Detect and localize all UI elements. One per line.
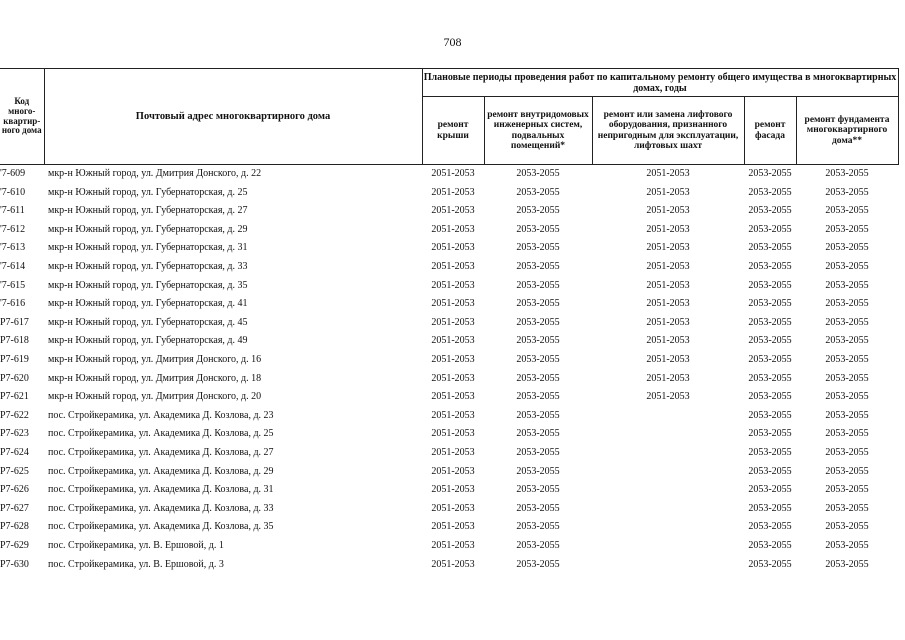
cell-systems: 2053-2055 [516,484,560,496]
cell-facade: 2053-2055 [748,168,792,180]
cell-address: мкр-н Южный город, ул. Губернаторская, д. 45 [48,316,248,328]
cell-roof: 2051-2053 [431,409,475,421]
cell-systems: 2053-2055 [516,446,560,458]
table-row [0,277,898,296]
table-row [0,407,898,426]
cell-roof: 2051-2053 [431,242,475,254]
cell-elevator [592,555,744,574]
cell-facade: 2053-2055 [748,353,792,365]
cell-address: пос. Стройкерамика, ул. Академика Д. Козлова, д. 31 [48,484,274,496]
cell-foundation: 2053-2055 [825,335,869,347]
cell-address: пос. Стройкерамика, ул. Академика Д. Козлова, д. 29 [48,465,274,477]
cell-address: пос. Стройкерамика, ул. Академика Д. Козлова, д. 33 [48,502,274,514]
cell-code: P7-622 [0,409,29,421]
cell-code: '7-616 [0,298,26,310]
cell-foundation: 2053-2055 [825,502,869,514]
cell-code: P7-623 [0,428,29,440]
cell-foundation: 2053-2055 [825,558,869,570]
cell-systems: 2053-2055 [516,428,560,440]
cell-foundation: 2053-2055 [825,409,869,421]
cell-systems: 2053-2055 [516,298,560,310]
cell-elevator [592,407,744,426]
table-row [0,444,898,463]
cell-systems: 2053-2055 [516,465,560,477]
cell-systems: 2053-2055 [516,409,560,421]
table-row [0,481,898,500]
cell-roof: 2051-2053 [431,186,475,198]
cell-address: мкр-н Южный город, ул. Губернаторская, д. 33 [48,261,248,273]
cell-systems: 2053-2055 [516,205,560,217]
cell-systems: 2053-2055 [516,316,560,328]
cell-address: пос. Стройкерамика, ул. Академика Д. Козлова, д. 25 [48,428,274,440]
cell-facade: 2053-2055 [748,279,792,291]
table-row [0,258,898,277]
cell-code: '7-611 [0,205,25,217]
table-row [0,388,898,407]
cell-roof: 2051-2053 [431,205,475,217]
cell-address: пос. Стройкерамика, ул. Академика Д. Козлова, д. 27 [48,446,274,458]
cell-facade: 2053-2055 [748,428,792,440]
cell-foundation: 2053-2055 [825,446,869,458]
cell-systems: 2053-2055 [516,372,560,384]
cell-foundation: 2053-2055 [825,353,869,365]
cell-foundation: 2053-2055 [825,372,869,384]
cell-foundation: 2053-2055 [825,242,869,254]
cell-elevator [592,481,744,500]
cell-roof: 2051-2053 [431,465,475,477]
cell-roof: 2051-2053 [431,558,475,570]
cell-roof: 2051-2053 [431,539,475,551]
cell-systems: 2053-2055 [516,539,560,551]
cell-address: мкр-н Южный город, ул. Губернаторская, д. 49 [48,335,248,347]
cell-address: мкр-н Южный город, ул. Губернаторская, д. 29 [48,223,248,235]
cell-roof: 2051-2053 [431,521,475,533]
cell-elevator [592,500,744,519]
cell-address: мкр-н Южный город, ул. Губернаторская, д. 25 [48,186,248,198]
cell-roof: 2051-2053 [431,261,475,273]
cell-facade: 2053-2055 [748,465,792,477]
cell-systems: 2053-2055 [516,168,560,180]
cell-code: P7-629 [0,539,29,551]
cell-elevator: 2051-2053 [646,279,690,291]
cell-foundation: 2053-2055 [825,428,869,440]
cell-code: P7-620 [0,372,29,384]
cell-address: мкр-н Южный город, ул. Дмитрия Донского, д. 22 [48,168,262,180]
cell-elevator [592,518,744,537]
cell-code: P7-626 [0,484,29,496]
cell-address: мкр-н Южный город, ул. Губернаторская, д. 27 [48,205,248,217]
cell-code: '7-613 [0,242,26,254]
cell-address: пос. Стройкерамика, ул. Академика Д. Козлова, д. 23 [48,409,274,421]
table-row [0,239,898,258]
cell-elevator: 2051-2053 [646,353,690,365]
cell-address: пос. Стройкерамика, ул. Академика Д. Козлова, д. 35 [48,521,274,533]
cell-roof: 2051-2053 [431,279,475,291]
cell-foundation: 2053-2055 [825,223,869,235]
cell-code: P7-621 [0,391,29,403]
cell-systems: 2053-2055 [516,335,560,347]
cell-foundation: 2053-2055 [825,465,869,477]
cell-facade: 2053-2055 [748,391,792,403]
cell-facade: 2053-2055 [748,484,792,496]
table-row [0,314,898,333]
cell-address: мкр-н Южный город, ул. Губернаторская, д. 31 [48,242,248,254]
cell-code: '7-615 [0,279,26,291]
table-row [0,555,898,574]
cell-elevator: 2051-2053 [646,372,690,384]
cell-facade: 2053-2055 [748,372,792,384]
cell-facade: 2053-2055 [748,335,792,347]
table-row [0,370,898,389]
cell-elevator: 2051-2053 [646,242,690,254]
cell-code: P7-618 [0,335,29,347]
cell-address: мкр-н Южный город, ул. Дмитрия Донского, д. 18 [48,372,262,384]
cell-elevator [592,425,744,444]
cell-roof: 2051-2053 [431,353,475,365]
cell-roof: 2051-2053 [431,223,475,235]
header-foundation: ремонт фундамента многоквартирного дома** [796,97,898,165]
cell-code: P7-624 [0,446,29,458]
cell-facade: 2053-2055 [748,242,792,254]
cell-roof: 2051-2053 [431,428,475,440]
cell-code: P7-617 [0,316,29,328]
cell-foundation: 2053-2055 [825,205,869,217]
cell-systems: 2053-2055 [516,242,560,254]
table-row [0,184,898,203]
cell-roof: 2051-2053 [431,372,475,384]
table-row [0,332,898,351]
header-facade: ремонт фасада [744,97,796,165]
cell-elevator [592,463,744,482]
page-number: 708 [443,35,462,49]
table-row [0,295,898,314]
cell-systems: 2053-2055 [516,261,560,273]
cell-code: '7-610 [0,186,26,198]
cell-foundation: 2053-2055 [825,168,869,180]
cell-systems: 2053-2055 [516,353,560,365]
cell-facade: 2053-2055 [748,446,792,458]
cell-elevator [592,537,744,556]
cell-facade: 2053-2055 [748,521,792,533]
cell-elevator: 2051-2053 [646,168,690,180]
cell-foundation: 2053-2055 [825,521,869,533]
cell-elevator: 2051-2053 [646,261,690,273]
cell-roof: 2051-2053 [431,484,475,496]
cell-facade: 2053-2055 [748,261,792,273]
cell-elevator: 2051-2053 [646,223,690,235]
cell-address: мкр-н Южный город, ул. Губернаторская, д. 35 [48,279,248,291]
header-address: Почтовый адрес многоквартирного дома [44,69,422,165]
cell-foundation: 2053-2055 [825,279,869,291]
cell-elevator: 2051-2053 [646,298,690,310]
cell-elevator: 2051-2053 [646,186,690,198]
cell-roof: 2051-2053 [431,316,475,328]
table-row [0,518,898,537]
cell-roof: 2051-2053 [431,298,475,310]
cell-systems: 2053-2055 [516,279,560,291]
cell-facade: 2053-2055 [748,298,792,310]
cell-address: пос. Стройкерамика, ул. В. Ершовой, д. 1 [48,539,224,551]
header-elevator: ремонт или замена лифтового оборудования, признанного непригодным для эксплуатации, лифтовых шахт [592,97,744,165]
cell-code: P7-628 [0,521,29,533]
cell-facade: 2053-2055 [748,223,792,235]
table-body [0,165,898,575]
cell-systems: 2053-2055 [516,558,560,570]
header-plan-periods: Плановые периоды проведения работ по капитальному ремонту общего имущества в многоквартирных домах, годы [422,69,898,97]
cell-foundation: 2053-2055 [825,186,869,198]
cell-address: мкр-н Южный город, ул. Губернаторская, д. 41 [48,298,248,310]
table-row [0,351,898,370]
cell-roof: 2051-2053 [431,446,475,458]
cell-facade: 2053-2055 [748,186,792,198]
cell-address: пос. Стройкерамика, ул. В. Ершовой, д. 3 [48,558,224,570]
table-row [0,463,898,482]
table-row [0,425,898,444]
cell-foundation: 2053-2055 [825,261,869,273]
cell-foundation: 2053-2055 [825,484,869,496]
cell-systems: 2053-2055 [516,502,560,514]
cell-systems: 2053-2055 [516,186,560,198]
cell-facade: 2053-2055 [748,539,792,551]
cell-elevator: 2051-2053 [646,391,690,403]
table-row [0,202,898,221]
cell-foundation: 2053-2055 [825,391,869,403]
cell-code: '7-612 [0,223,26,235]
cell-facade: 2053-2055 [748,558,792,570]
header-code: Код много-квартир-ного дома [0,69,44,165]
header-roof: ремонт крыши [422,97,484,165]
cell-foundation: 2053-2055 [825,539,869,551]
cell-roof: 2051-2053 [431,168,475,180]
cell-facade: 2053-2055 [748,409,792,421]
cell-code: P7-625 [0,465,29,477]
cell-facade: 2053-2055 [748,205,792,217]
cell-code: P7-627 [0,502,29,514]
cell-code: '7-609 [0,168,26,180]
table-row [0,221,898,240]
cell-foundation: 2053-2055 [825,298,869,310]
table-row [0,500,898,519]
table-row [0,537,898,556]
cell-roof: 2051-2053 [431,391,475,403]
cell-code: P7-619 [0,353,29,365]
cell-facade: 2053-2055 [748,502,792,514]
cell-elevator [592,444,744,463]
cell-facade: 2053-2055 [748,316,792,328]
header-systems: ремонт внутридомовых инженерных систем, подвальных помещений* [484,97,592,165]
cell-foundation: 2053-2055 [825,316,869,328]
cell-elevator: 2051-2053 [646,205,690,217]
cell-code: P7-630 [0,558,29,570]
cell-systems: 2053-2055 [516,391,560,403]
cell-elevator: 2051-2053 [646,316,690,328]
cell-systems: 2053-2055 [516,521,560,533]
cell-code: '7-614 [0,261,26,273]
cell-systems: 2053-2055 [516,223,560,235]
cell-roof: 2051-2053 [431,502,475,514]
cell-elevator: 2051-2053 [646,335,690,347]
cell-address: мкр-н Южный город, ул. Дмитрия Донского, д. 20 [48,391,262,403]
table-row [0,165,898,184]
cell-roof: 2051-2053 [431,335,475,347]
repair-schedule-table [0,68,899,574]
cell-address: мкр-н Южный город, ул. Дмитрия Донского, д. 16 [48,353,262,365]
